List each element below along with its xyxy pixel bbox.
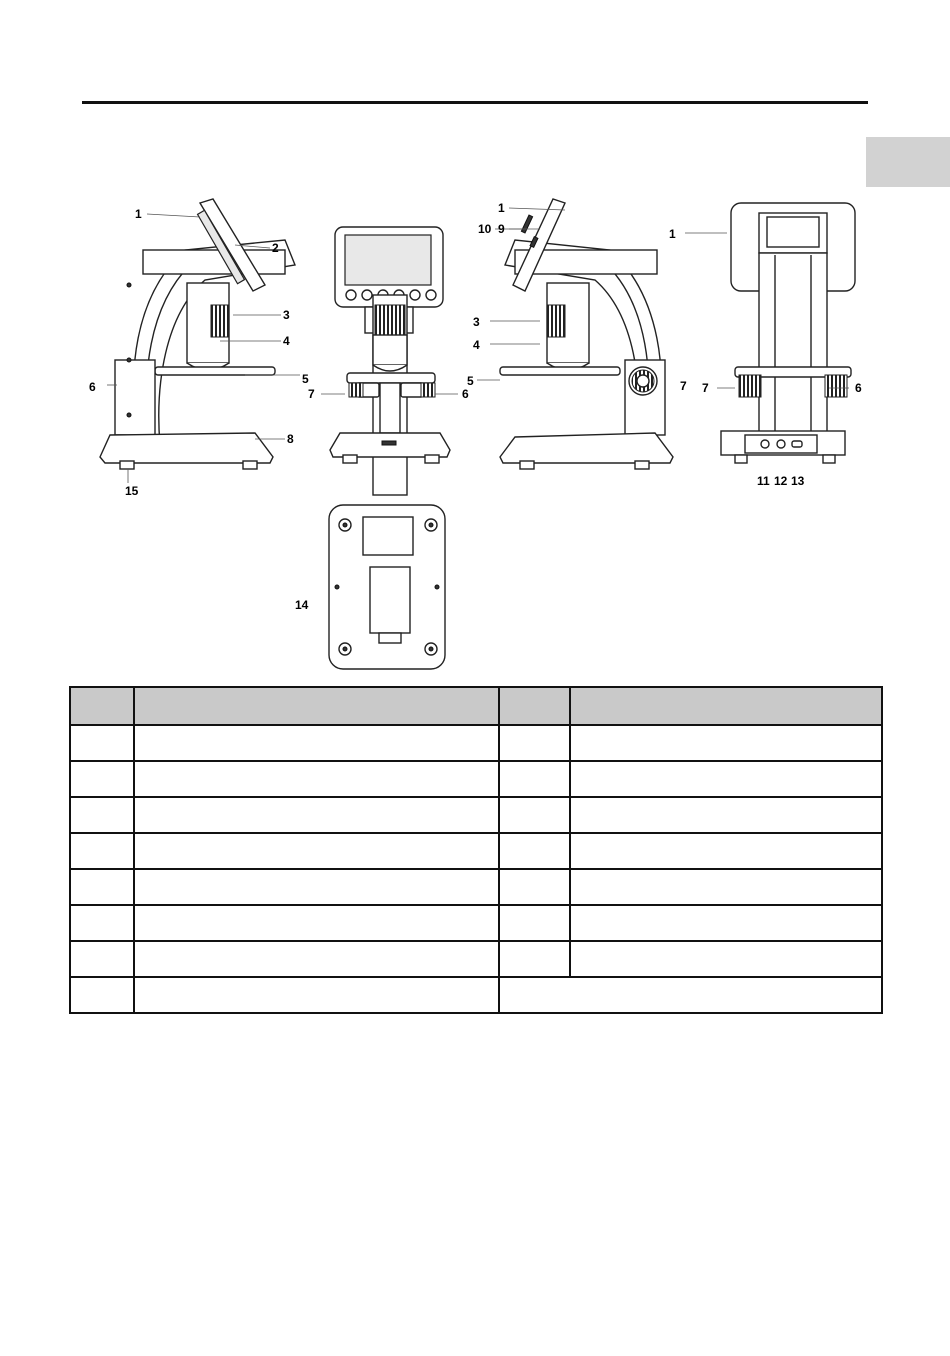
table-cell — [134, 905, 499, 941]
callout-7-right: 7 — [680, 379, 687, 393]
callout-12: 12 — [774, 474, 788, 488]
callout-3-front: 3 — [473, 315, 480, 329]
callout-6-front: 6 — [462, 387, 469, 401]
table-cell — [499, 797, 570, 833]
header-rule — [82, 101, 868, 104]
table-cell — [570, 869, 882, 905]
callout-13: 13 — [791, 474, 805, 488]
callout-1-rear: 1 — [669, 227, 676, 241]
table-cell — [70, 869, 134, 905]
side-view-right — [500, 199, 673, 469]
callout-2: 2 — [272, 241, 279, 255]
table-row — [70, 833, 882, 869]
table-cell — [70, 941, 134, 977]
table-cell — [570, 941, 882, 977]
table-cell — [499, 761, 570, 797]
table-cell — [134, 941, 499, 977]
callout-1: 1 — [135, 207, 142, 221]
table-cell — [570, 725, 882, 761]
table-cell — [134, 797, 499, 833]
callout-4-front: 4 — [473, 338, 480, 352]
table-cell — [134, 869, 499, 905]
header-part-right — [570, 687, 882, 725]
table-row — [70, 869, 882, 905]
table-cell-empty — [499, 977, 882, 1013]
table-cell — [70, 977, 134, 1013]
table-cell — [499, 941, 570, 977]
parts-table — [69, 686, 883, 1014]
parts-table-header — [70, 687, 882, 725]
table-row-last — [70, 977, 882, 1013]
table-cell — [570, 833, 882, 869]
table-cell — [499, 869, 570, 905]
table-cell — [134, 725, 499, 761]
callout-9: 9 — [498, 222, 505, 236]
callout-6-rear: 6 — [855, 381, 862, 395]
table-cell — [134, 761, 499, 797]
callout-5-front: 5 — [467, 374, 474, 388]
callout-3: 3 — [283, 308, 290, 322]
callout-10: 10 — [478, 222, 492, 236]
table-cell — [70, 797, 134, 833]
table-row — [70, 725, 882, 761]
table-cell — [570, 761, 882, 797]
table-row — [70, 761, 882, 797]
callout-4: 4 — [283, 334, 290, 348]
rear-view — [721, 203, 855, 463]
table-cell — [570, 905, 882, 941]
callout-7-front: 7 — [308, 387, 315, 401]
table-row — [70, 941, 882, 977]
table-cell — [70, 725, 134, 761]
bottom-view — [329, 505, 445, 669]
section-tab — [866, 137, 950, 187]
callout-6: 6 — [89, 380, 96, 394]
header-no-right — [499, 687, 570, 725]
table-row — [70, 905, 882, 941]
callout-15: 15 — [125, 484, 139, 498]
table-cell — [70, 833, 134, 869]
side-view-left — [100, 199, 295, 469]
callout-7-rear: 7 — [702, 381, 709, 395]
front-view — [330, 227, 450, 495]
table-cell — [499, 905, 570, 941]
callout-11: 11 — [757, 474, 770, 488]
table-cell — [70, 761, 134, 797]
callout-14: 14 — [295, 598, 309, 612]
microscope-parts-illustration — [89, 195, 865, 680]
callout-1-right: 1 — [498, 201, 505, 215]
table-cell — [499, 833, 570, 869]
table-row — [70, 797, 882, 833]
table-cell — [570, 797, 882, 833]
callout-5: 5 — [302, 372, 309, 386]
header-no-left — [70, 687, 134, 725]
table-cell — [499, 725, 570, 761]
header-part-left — [134, 687, 499, 725]
table-cell — [134, 977, 499, 1013]
table-cell — [70, 905, 134, 941]
callout-8: 8 — [287, 432, 294, 446]
table-cell — [134, 833, 499, 869]
